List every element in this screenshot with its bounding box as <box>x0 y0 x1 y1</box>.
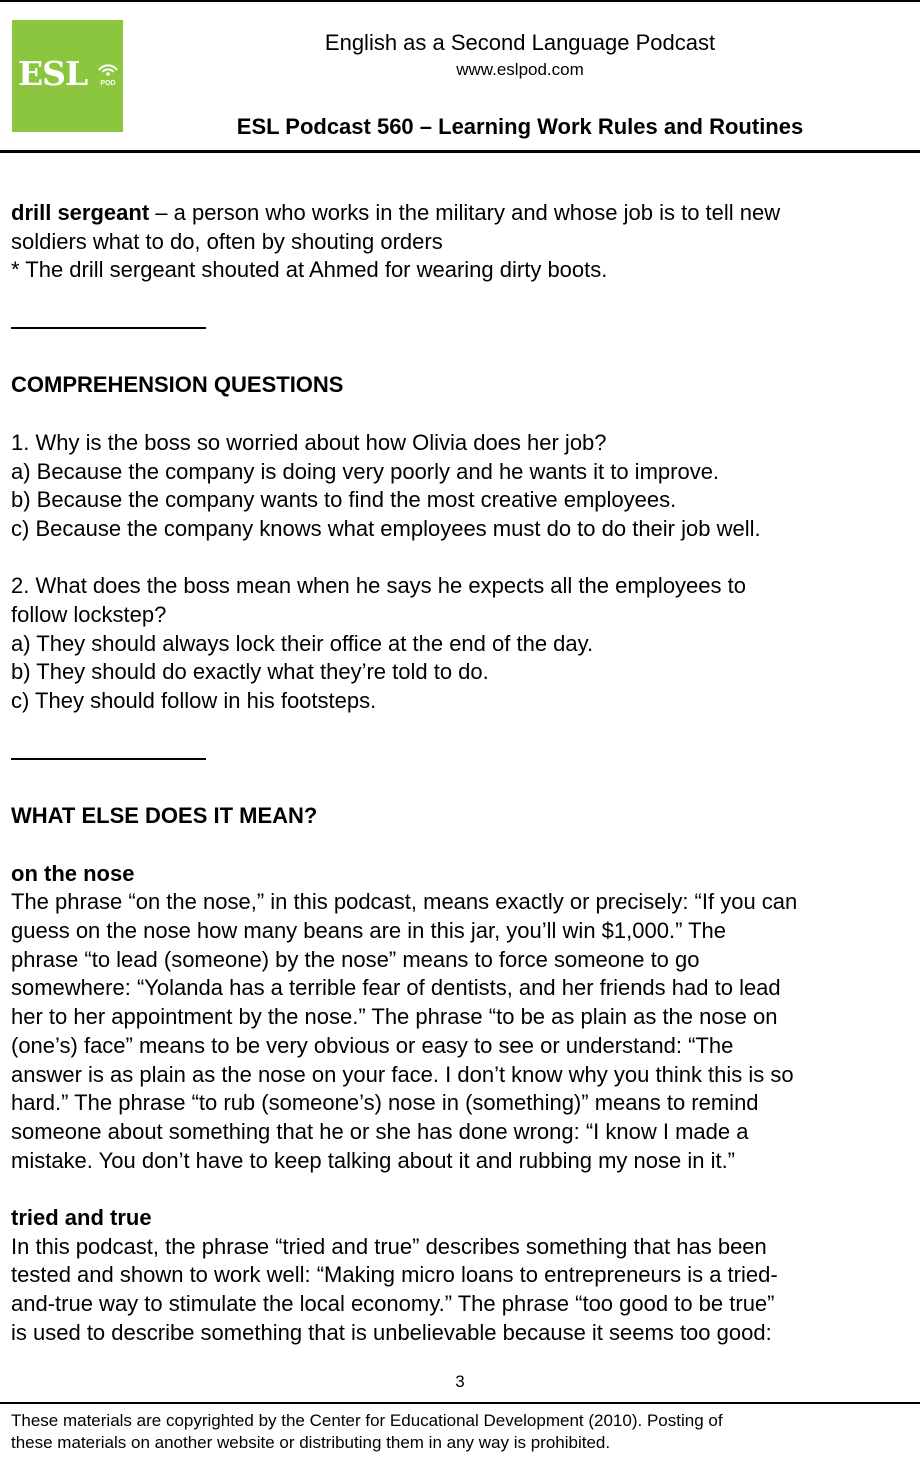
entry-definition-line2: soldiers what to do, often by shouting orders <box>11 228 443 254</box>
section-separator <box>11 327 206 343</box>
tried-and-true-line: In this podcast, the phrase “tried and true” describes something that has been <box>11 1233 767 1259</box>
top-rule <box>0 0 920 2</box>
entry-example: * The drill sergeant shouted at Ahmed for wearing dirty boots. <box>11 257 608 283</box>
logo-text: ESL <box>18 54 88 93</box>
on-the-nose-line: guess on the nose how many beans are in this jar, you’ll win $1,000.” The <box>11 918 727 944</box>
podcast-icon <box>95 61 121 87</box>
eslpod-logo <box>12 20 123 132</box>
header-rule <box>0 150 920 153</box>
q2-question-line1: 2. What does the boss mean when he says he expects all the employees to <box>11 573 746 599</box>
q2-question-line2: follow lockstep? <box>11 602 167 628</box>
tried-and-true-line: and-true way to stimulate the local economy.” The phrase “too good to be true” <box>11 1291 775 1317</box>
term-tried-and-true: tried and true <box>11 1205 152 1231</box>
q2-option-c: c) They should follow in his footsteps. <box>11 688 377 714</box>
comprehension-heading: COMPREHENSION QUESTIONS <box>11 372 344 398</box>
tried-and-true-line: is used to describe something that is unbelievable because it seems too good: <box>11 1319 772 1345</box>
footer-rule <box>0 1402 920 1404</box>
q2-option-b: b) They should do exactly what they’re told to do. <box>11 659 489 685</box>
header-episode-title: ESL Podcast 560 – Learning Work Rules and Routines <box>236 114 804 139</box>
logo-pod-text: POD <box>100 80 116 87</box>
on-the-nose-line: phrase “to lead (someone) by the nose” means to force someone to go <box>11 946 700 972</box>
what-else-heading: WHAT ELSE DOES IT MEAN? <box>11 803 318 829</box>
on-the-nose-line: her to her appointment by the nose.” The phrase “to be as plain as the nose on <box>11 1004 778 1030</box>
q1-option-c: c) Because the company knows what employees must do to do their job well. <box>11 515 761 541</box>
on-the-nose-line: The phrase “on the nose,” in this podcast, means exactly or precisely: “If you can <box>11 889 798 915</box>
footer-line2: these materials on another website or distributing them in any way is prohibited. <box>11 1433 611 1452</box>
entry-definition: – a person who works in the military and whose job is to tell new <box>149 200 781 225</box>
footer-line1: These materials are copyrighted by the Center for Educational Development (2010). Posting of <box>11 1411 723 1430</box>
tried-and-true-line: tested and shown to work well: “Making micro loans to entrepreneurs is a tried- <box>11 1262 778 1288</box>
q1-option-b: b) Because the company wants to find the most creative employees. <box>11 487 677 513</box>
on-the-nose-line: someone about something that he or she has done wrong: “I know I made a <box>11 1118 749 1144</box>
on-the-nose-line: (one’s) face” means to be very obvious or easy to see or understand: “The <box>11 1032 734 1058</box>
q1-option-a: a) Because the company is doing very poorly and he wants it to improve. <box>11 458 720 484</box>
q1-question: 1. Why is the boss so worried about how Olivia does her job? <box>11 429 607 455</box>
copyright-footer <box>11 1410 911 1454</box>
on-the-nose-line: somewhere: “Yolanda has a terrible fear of dentists, and her friends had to lead <box>11 975 781 1001</box>
term-on-the-nose: on the nose <box>11 860 135 886</box>
header-website: www.eslpod.com <box>456 60 584 79</box>
on-the-nose-line: mistake. You don’t have to keep talking about it and rubbing my nose in it.” <box>11 1147 736 1173</box>
header-title: English as a Second Language Podcast <box>324 30 716 55</box>
page-number: 3 <box>455 1372 465 1391</box>
on-the-nose-line: hard.” The phrase “to rub (someone’s) nose in (something)” means to remind <box>11 1090 759 1116</box>
entry-term: drill sergeant <box>11 200 150 225</box>
q2-option-a: a) They should always lock their office at the end of the day. <box>11 630 594 656</box>
page-content <box>11 199 916 1348</box>
entry-definition-line1 <box>11 199 916 228</box>
on-the-nose-line: answer is as plain as the nose on your face. I don’t know why you think this is so <box>11 1061 794 1087</box>
section-separator <box>11 758 206 774</box>
